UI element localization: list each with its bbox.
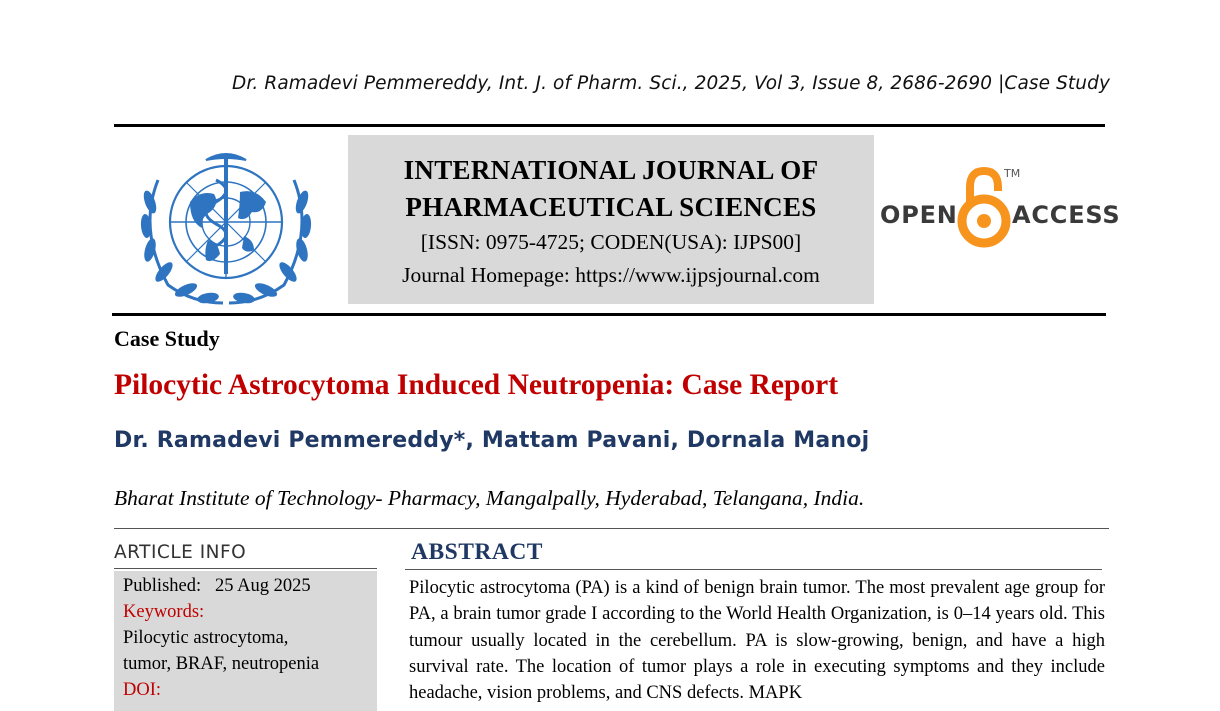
article-info-rule [114,568,377,569]
keywords-line1: Pilocytic astrocytoma, [123,628,289,648]
paper-title: Pilocytic Astrocytoma Induced Neutropenia: Case Report [114,369,839,401]
open-access-right-text: ACCESS [1012,201,1121,229]
header-top-rule [114,124,1105,127]
abstract-heading: ABSTRACT [411,539,543,565]
journal-title-line1: INTERNATIONAL JOURNAL OF [403,155,819,185]
journal-homepage: Journal Homepage: https://www.ijpsjournal.com [402,263,820,287]
affiliation: Bharat Institute of Technology- Pharmacy, Mangalpally, Hyderabad, Telangana, India. [114,486,865,510]
doi-label: DOI: [123,680,162,700]
header-bottom-rule [112,313,1106,316]
author-list: Dr. Ramadevi Pemmereddy*, Mattam Pavani, Dornala Manoj [114,428,870,453]
published-row [123,573,377,599]
journal-issn: [ISSN: 0975-4725; CODEN(USA): IJPS00] [420,230,802,254]
article-info-heading: ARTICLE INFO [114,542,247,563]
open-access-left-text: OPEN [880,201,958,229]
keywords-line2: tumor, BRAF, neutropenia [123,654,320,674]
journal-title [348,152,874,226]
journal-emblem-icon [128,140,324,306]
citation-header: Dr. Ramadevi Pemmereddy, Int. J. of Pharm. Sci., 2025, Vol 3, Issue 8, 2686-2690 |Case Study [232,73,1110,94]
open-access-logo [880,165,1121,251]
open-access-tm: TM [1004,167,1021,180]
abstract-rule [405,569,1102,570]
published-date: 25 Aug 2025 [215,576,311,596]
keywords-label: Keywords: [123,602,205,622]
affiliation-rule [114,528,1109,529]
journal-title-line2: PHARMACEUTICAL SCIENCES [405,192,817,222]
published-label: Published: [123,576,202,596]
abstract-text: Pilocytic astrocytoma (PA) is a kind of benign brain tumor. The most prevalent age group for PA, a brain tumor grade I according to the World Health Organization, is 0–14 years old. This tumour usually located in the cerebellum. PA is slow-growing, benign, and have a high survival rate. The location of tumor plays a role in executing symptoms and they include headache, vision problems, and CNS defects. MAPK [409,578,1105,704]
article-type: Case Study [114,326,220,351]
journal-title-box [348,135,874,304]
article-info-box [114,571,377,711]
